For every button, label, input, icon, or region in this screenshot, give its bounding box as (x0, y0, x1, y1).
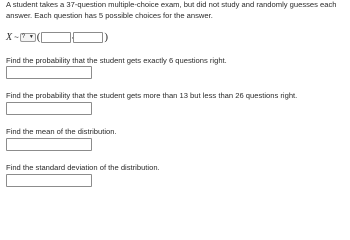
question-mean-label: Find the mean of the distribution. (6, 127, 117, 136)
parameter-p-input[interactable] (73, 32, 103, 43)
parameter-n-input[interactable] (41, 32, 71, 43)
distribution-row (6, 31, 109, 43)
chevron-down-icon: ▼ (28, 34, 34, 40)
question-exactly-6-label: Find the probability that the student gets exactly 6 questions right. (6, 56, 227, 65)
answer-std-dev-input[interactable] (6, 174, 92, 187)
answer-between-13-26-input[interactable] (6, 102, 92, 115)
close-paren: ) (104, 31, 109, 43)
tilde-symbol: ~ (14, 32, 19, 42)
question-std-dev-label: Find the standard deviation of the distribution. (6, 163, 160, 172)
question-between-13-26-label: Find the probability that the student gets more than 13 but less than 26 questions right. (6, 91, 298, 100)
random-variable-label: X (6, 31, 13, 43)
answer-exactly-6-input[interactable] (6, 66, 92, 79)
problem-intro: A student takes a 37-question multiple-choice exam, but did not study and randomly guesses each answer. Each question has 5 possible choices for the answer. (6, 0, 337, 20)
distribution-select-value: ? (21, 34, 26, 40)
open-paren: ( (36, 31, 41, 43)
distribution-select[interactable] (20, 33, 36, 42)
answer-mean-input[interactable] (6, 138, 92, 151)
